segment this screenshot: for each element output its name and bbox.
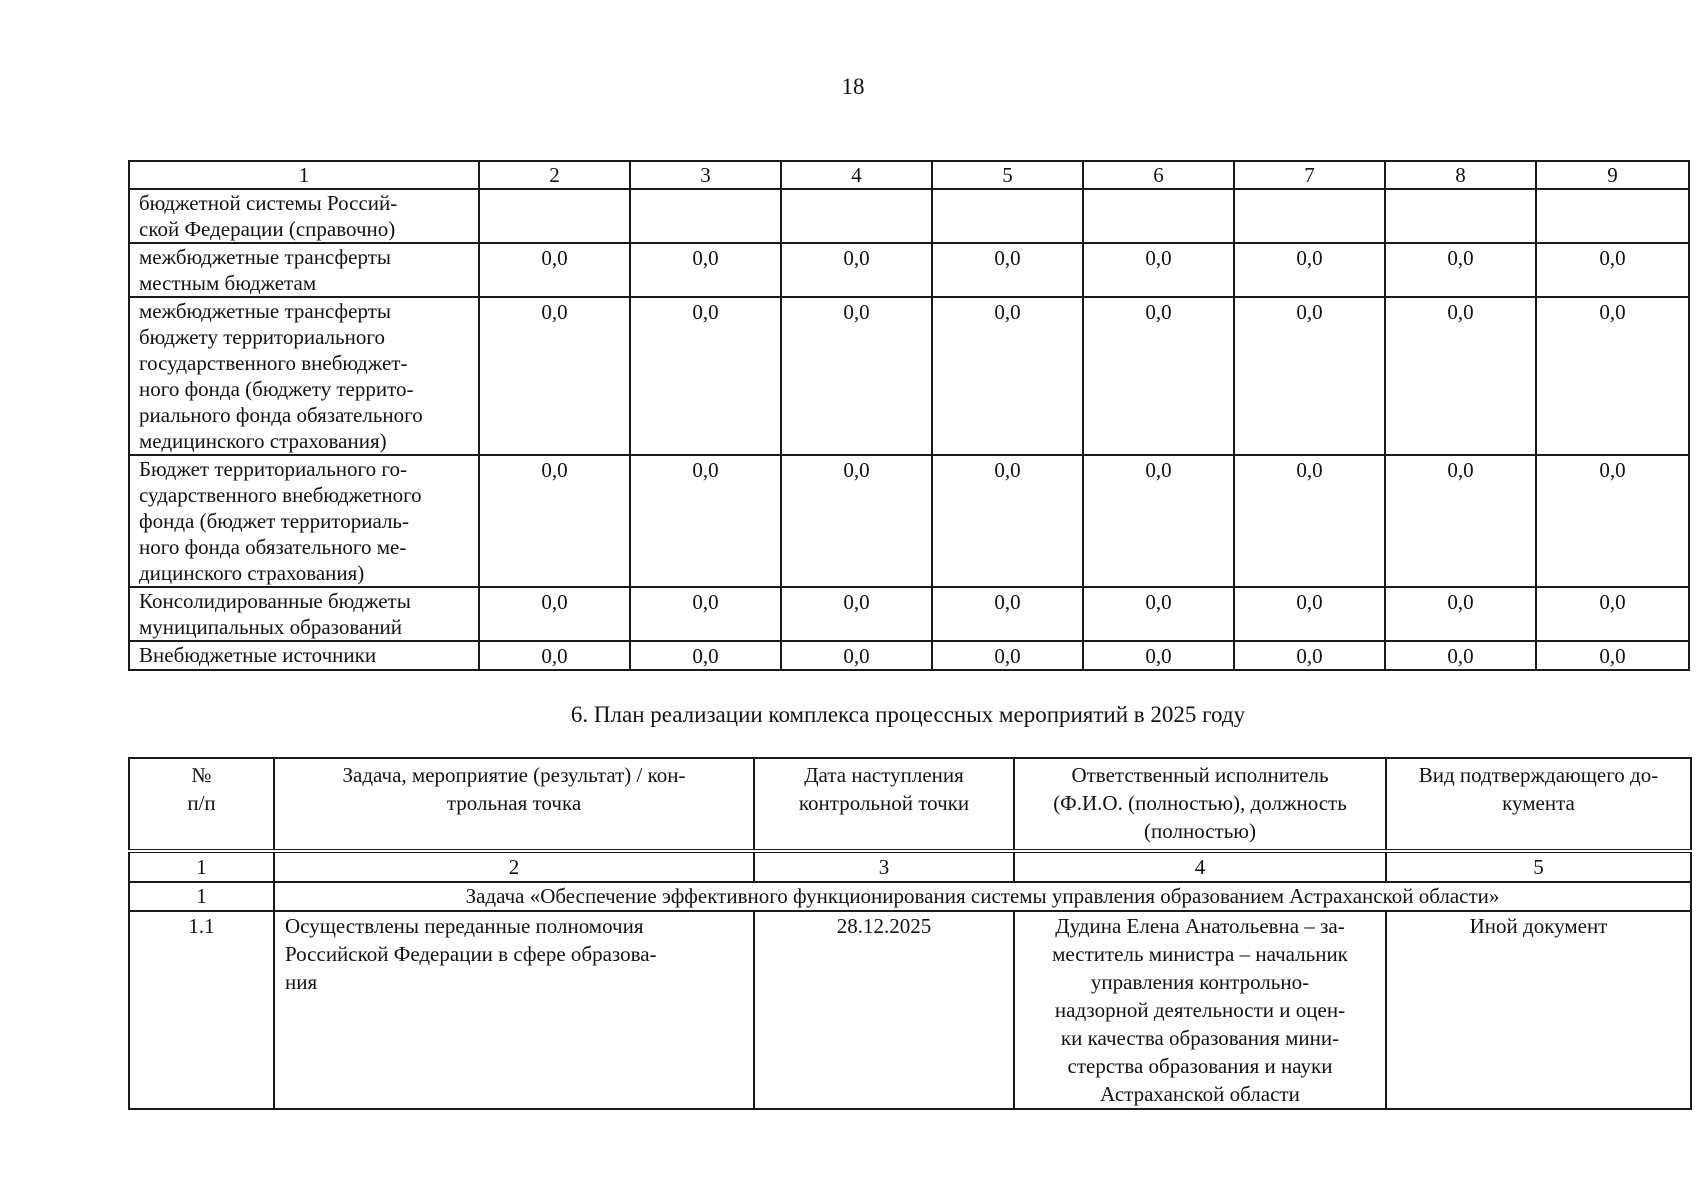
funding-row — [129, 297, 1689, 455]
funding-header-cell: 5 — [932, 161, 1083, 189]
funding-table — [128, 160, 1690, 671]
funding-value-cell: 0,0 — [932, 455, 1083, 587]
funding-value-cell — [1083, 189, 1234, 243]
funding-value-cell: 0,0 — [630, 297, 781, 455]
funding-value-cell: 0,0 — [781, 641, 932, 670]
funding-value-cell: 0,0 — [1385, 297, 1536, 455]
plan-column-number: 3 — [754, 851, 1014, 882]
funding-value-cell: 0,0 — [781, 455, 932, 587]
funding-value-cell: 0,0 — [1385, 587, 1536, 641]
funding-value-cell: 0,0 — [1234, 243, 1385, 297]
funding-value-cell: 0,0 — [630, 455, 781, 587]
funding-row — [129, 455, 1689, 587]
plan-header-date: Дата наступления контрольной точки — [754, 758, 1014, 851]
funding-row-label: межбюджетные трансферты местным бюджетам — [129, 243, 479, 297]
funding-value-cell: 0,0 — [1234, 455, 1385, 587]
funding-value-cell — [781, 189, 932, 243]
funding-row — [129, 189, 1689, 243]
plan-item-responsible: Дудина Елена Анатольевна – за- меститель министра – начальник управления контрольно- надзорной деятельности и оцен- ки качества образования мини- стерства образования и науки Астраханской области — [1014, 911, 1386, 1109]
funding-value-cell: 0,0 — [781, 243, 932, 297]
funding-value-cell: 0,0 — [1385, 641, 1536, 670]
funding-value-cell — [630, 189, 781, 243]
funding-row — [129, 641, 1689, 670]
funding-value-cell: 0,0 — [932, 641, 1083, 670]
funding-value-cell: 0,0 — [932, 587, 1083, 641]
funding-value-cell: 0,0 — [1083, 297, 1234, 455]
funding-value-cell: 0,0 — [1536, 641, 1689, 670]
funding-row-label: Консолидированные бюджеты муниципальных образований — [129, 587, 479, 641]
plan-item-row — [129, 911, 1691, 1109]
plan-column-number: 4 — [1014, 851, 1386, 882]
funding-value-cell — [1385, 189, 1536, 243]
funding-value-cell: 0,0 — [932, 243, 1083, 297]
funding-header-row — [129, 161, 1689, 189]
plan-item-date: 28.12.2025 — [754, 911, 1014, 1109]
funding-header-cell: 7 — [1234, 161, 1385, 189]
funding-header-cell: 3 — [630, 161, 781, 189]
funding-value-cell: 0,0 — [630, 587, 781, 641]
plan-table — [128, 757, 1692, 1110]
funding-value-cell: 0,0 — [1536, 455, 1689, 587]
plan-column-number: 1 — [129, 851, 274, 882]
funding-value-cell — [479, 189, 630, 243]
funding-header-cell: 6 — [1083, 161, 1234, 189]
funding-row — [129, 243, 1689, 297]
funding-value-cell: 0,0 — [630, 243, 781, 297]
funding-value-cell: 0,0 — [781, 587, 932, 641]
funding-value-cell — [1234, 189, 1385, 243]
funding-value-cell: 0,0 — [479, 243, 630, 297]
plan-column-number: 2 — [274, 851, 754, 882]
plan-header-document: Вид подтверждающего до- кумента — [1386, 758, 1691, 851]
funding-value-cell: 0,0 — [1083, 587, 1234, 641]
funding-value-cell: 0,0 — [1385, 243, 1536, 297]
funding-row-label: Внебюджетные источники — [129, 641, 479, 670]
funding-value-cell: 0,0 — [1234, 587, 1385, 641]
funding-row-label: бюджетной системы Россий- ской Федерации (справочно) — [129, 189, 479, 243]
funding-value-cell: 0,0 — [1234, 297, 1385, 455]
plan-header-responsible: Ответственный исполнитель (Ф.И.О. (полностью), должность (полностью) — [1014, 758, 1386, 851]
page-number: 18 — [841, 74, 865, 99]
funding-value-cell: 0,0 — [1385, 455, 1536, 587]
funding-value-cell: 0,0 — [479, 587, 630, 641]
funding-value-cell: 0,0 — [781, 297, 932, 455]
plan-header-number: № п/п — [129, 758, 274, 851]
funding-header-cell: 2 — [479, 161, 630, 189]
funding-value-cell: 0,0 — [932, 297, 1083, 455]
plan-header-row — [129, 758, 1691, 851]
funding-value-cell: 0,0 — [479, 641, 630, 670]
funding-header-cell: 9 — [1536, 161, 1689, 189]
funding-value-cell — [1536, 189, 1689, 243]
plan-task-number: 1 — [129, 882, 274, 911]
funding-value-cell: 0,0 — [630, 641, 781, 670]
plan-column-numbers-row — [129, 851, 1691, 882]
funding-header-cell: 8 — [1385, 161, 1536, 189]
plan-task-text: Задача «Обеспечение эффективного функционирования системы управления образованием Астраханской области» — [274, 882, 1691, 911]
plan-item-document: Иной документ — [1386, 911, 1691, 1109]
funding-value-cell: 0,0 — [1083, 641, 1234, 670]
funding-value-cell: 0,0 — [1536, 243, 1689, 297]
funding-row — [129, 587, 1689, 641]
funding-value-cell — [932, 189, 1083, 243]
funding-value-cell: 0,0 — [479, 297, 630, 455]
funding-value-cell: 0,0 — [1083, 455, 1234, 587]
plan-column-number: 5 — [1386, 851, 1691, 882]
funding-row-label: межбюджетные трансферты бюджету территориального государственного внебюджет- ного фонда (бюджету террито- риального фонда обязательного медицинского страхования) — [129, 297, 479, 455]
plan-item-number: 1.1 — [129, 911, 274, 1109]
funding-value-cell: 0,0 — [1234, 641, 1385, 670]
plan-task-row — [129, 882, 1691, 911]
funding-header-cell: 4 — [781, 161, 932, 189]
funding-value-cell: 0,0 — [479, 455, 630, 587]
funding-value-cell: 0,0 — [1083, 243, 1234, 297]
section-title: 6. План реализации комплекса процессных мероприятий в 2025 году — [570, 702, 1246, 727]
funding-header-cell: 1 — [129, 161, 479, 189]
funding-row-label: Бюджет территориального го- сударственного внебюджетного фонда (бюджет территориаль- ного фонда обязательного ме- дицинского страхования) — [129, 455, 479, 587]
plan-item-event: Осуществлены переданные полномочия Российской Федерации в сфере образова- ния — [274, 911, 754, 1109]
plan-header-task: Задача, мероприятие (результат) / кон- трольная точка — [274, 758, 754, 851]
funding-value-cell: 0,0 — [1536, 297, 1689, 455]
funding-value-cell: 0,0 — [1536, 587, 1689, 641]
